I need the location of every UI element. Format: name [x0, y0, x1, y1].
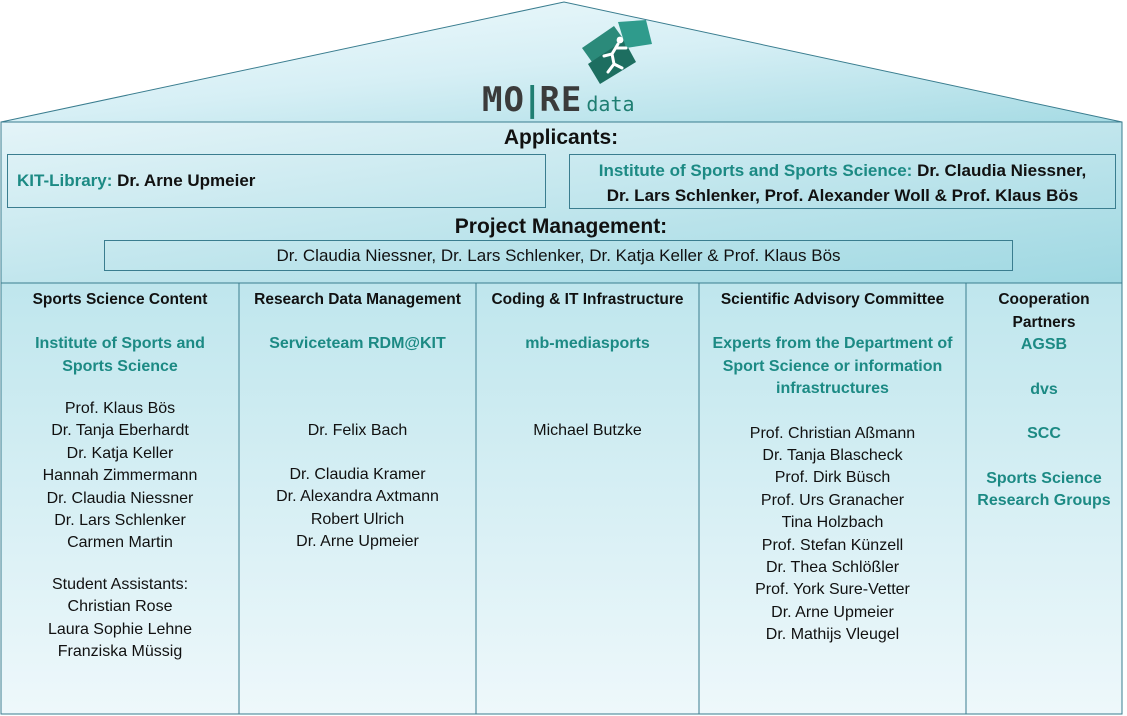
- logo-wordmark: [482, 80, 635, 120]
- person: Prof. Christian Aßmann: [749, 424, 916, 442]
- partner: SCC: [1027, 425, 1061, 442]
- person: Prof. Urs Granacher: [760, 491, 905, 509]
- column-org-line: Serviceteam RDM@KIT: [269, 335, 446, 352]
- institute-line-1: [570, 158, 1115, 183]
- person: Prof. Stefan Künzell: [761, 536, 904, 554]
- person: Dr. Arne Upmeier: [771, 603, 894, 621]
- column-coding-it-infrastructure: [476, 283, 699, 714]
- column-title: Sports Science Content: [32, 291, 208, 308]
- column-scientific-advisory-committee: [699, 283, 966, 714]
- person: Robert Ulrich: [310, 510, 405, 528]
- institute-box: [569, 154, 1116, 209]
- more-data-logo: [478, 18, 648, 120]
- person: Dr. Tanja Blascheck: [762, 446, 903, 464]
- partner: AGSB: [1020, 336, 1068, 353]
- column-research-data-management: [239, 283, 476, 714]
- partner-line: Research Groups: [977, 492, 1111, 509]
- person: Hannah Zimmermann: [42, 467, 198, 485]
- logo-data: data: [586, 92, 635, 116]
- logo-separator: |: [521, 80, 543, 120]
- person: Dr. Thea Schlößler: [765, 558, 900, 576]
- column-title: Scientific Advisory Committee: [720, 291, 945, 308]
- column-cooperation-partners: [966, 283, 1122, 714]
- kit-library-label: KIT-Library:: [17, 171, 113, 190]
- person: Dr. Tanja Eberhardt: [51, 422, 189, 440]
- column-title: Research Data Management: [254, 291, 461, 308]
- person: Dr. Arne Upmeier: [296, 533, 419, 551]
- column-org-line: infrastructures: [776, 380, 889, 397]
- person: Dr. Claudia Niessner: [46, 489, 194, 507]
- logo-mo: MO: [482, 80, 525, 120]
- student-assistant: Franziska Müssig: [57, 643, 183, 661]
- person: Dr. Katja Keller: [66, 444, 174, 462]
- project-management-members: Dr. Claudia Niessner, Dr. Lars Schlenker, Dr. Katja Keller & Prof. Klaus Bös: [276, 246, 841, 265]
- column-org-line: mb-mediasports: [525, 335, 650, 352]
- person: Prof. York Sure-Vetter: [755, 581, 910, 599]
- person: Prof. Klaus Bös: [64, 400, 176, 417]
- person: Dr. Mathijs Vleugel: [765, 626, 900, 644]
- student-assistant: Laura Sophie Lehne: [47, 620, 193, 638]
- column-org-line: Experts from the Department of: [712, 335, 953, 352]
- person: Dr. Claudia Kramer: [289, 465, 426, 483]
- institute-persons-2: Dr. Lars Schlenker, Prof. Alexander Woll & Prof. Klaus Bös: [606, 186, 1079, 205]
- column-org-line: Institute of Sports and: [35, 335, 205, 352]
- person: Prof. Dirk Büsch: [774, 469, 891, 487]
- student-assistants-label: Student Assistants:: [51, 575, 189, 593]
- logo-re: RE: [539, 80, 583, 120]
- person: Dr. Alexandra Axtmann: [276, 488, 439, 506]
- person: Carmen Martin: [67, 534, 173, 552]
- project-management-box: [104, 240, 1013, 271]
- person: Michael Butzke: [533, 421, 642, 439]
- runner-logo-icon: [574, 18, 652, 88]
- column-org-line: Sport Science or information: [722, 357, 943, 375]
- person: Tina Holzbach: [781, 514, 884, 532]
- column-org-line: Sports Science: [62, 357, 178, 375]
- column-sports-science-content: [1, 283, 239, 714]
- column-title-line: Partners: [1012, 314, 1076, 331]
- column-title-line: Cooperation: [998, 291, 1090, 308]
- column-title: Coding & IT Infrastructure: [491, 291, 684, 308]
- project-management-heading: Project Management:: [454, 215, 668, 238]
- partner-line: Sports Science: [986, 469, 1102, 487]
- institute-label: Institute of Sports and Sports Science:: [598, 161, 913, 180]
- student-assistant: Christian Rose: [67, 598, 173, 616]
- person: Dr. Lars Schlenker: [54, 512, 186, 530]
- kit-library-person: Dr. Arne Upmeier: [117, 171, 256, 190]
- applicants-heading: Applicants:: [503, 126, 619, 149]
- person: Dr. Felix Bach: [307, 421, 408, 439]
- kit-library-box: [7, 154, 546, 208]
- partner: dvs: [1030, 380, 1058, 398]
- institute-persons-1: Dr. Claudia Niessner,: [917, 161, 1087, 180]
